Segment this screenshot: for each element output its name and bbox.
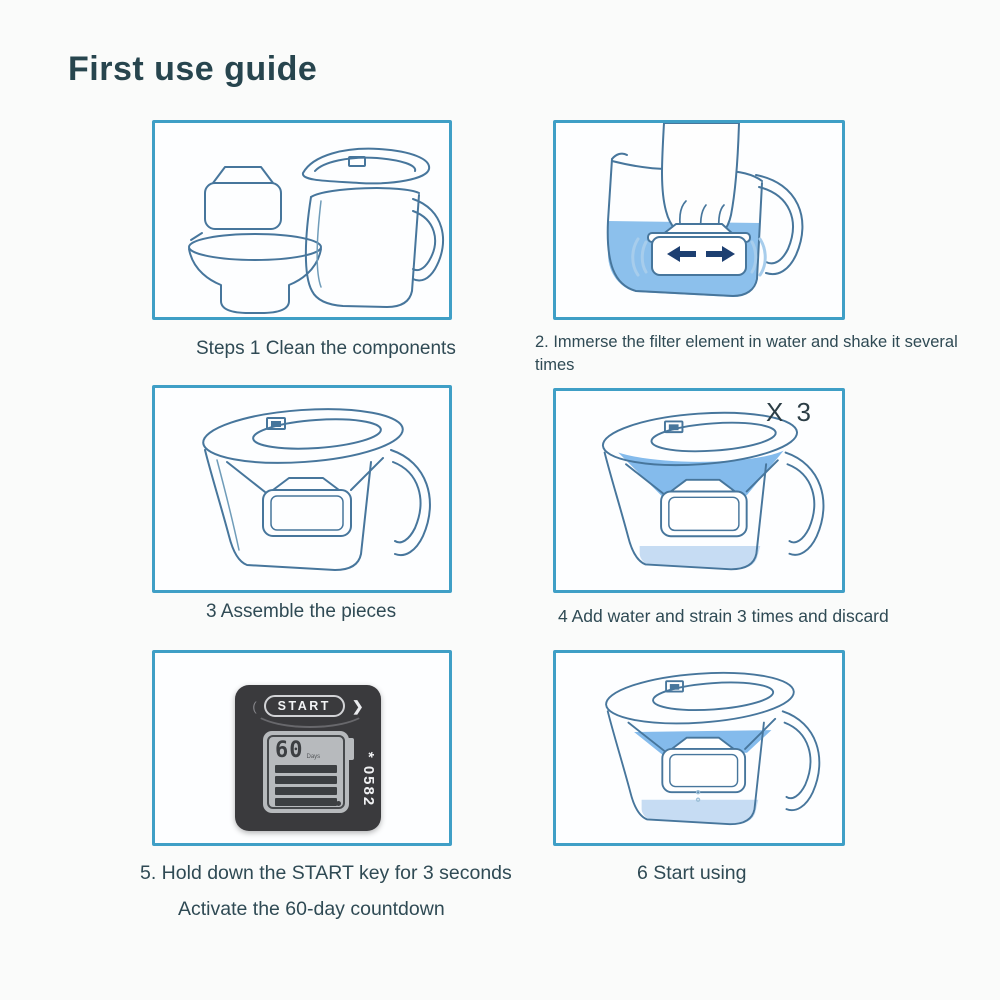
caption-step-6: 6 Start using xyxy=(637,862,747,884)
caption-step-5-line2: Activate the 60-day countdown xyxy=(178,898,445,920)
lcd-dot xyxy=(336,801,341,806)
lcd-bar xyxy=(275,776,337,784)
assembled-pitcher-illustration xyxy=(155,388,449,590)
serial-number: * 0582 xyxy=(360,751,378,807)
panel-step-1 xyxy=(152,120,452,320)
repeat-3-times-badge: X 3 xyxy=(765,397,814,427)
panel-step-6 xyxy=(553,650,845,846)
caption-step-2: 2. Immerse the filter element in water and shake it several times xyxy=(535,333,958,375)
lcd-bar xyxy=(275,798,337,806)
start-using-illustration xyxy=(556,653,842,843)
days-remaining-value: 60 xyxy=(275,738,304,763)
days-unit-label: Days xyxy=(306,754,321,760)
caption-step-4: 4 Add water and strain 3 times and discard xyxy=(558,606,889,626)
immerse-filter-illustration xyxy=(556,123,842,317)
page-title: First use guide xyxy=(68,50,318,88)
panel-step-5 xyxy=(152,650,452,846)
lcd-display xyxy=(263,731,349,813)
chevron-right-icon: ❯ xyxy=(351,697,364,714)
caption-step-1: Steps 1 Clean the components xyxy=(196,338,456,359)
caption-step-3: 3 Assemble the pieces xyxy=(206,601,397,622)
panel-step-3 xyxy=(152,385,452,593)
caption-step-5-line1: 5. Hold down the START key for 3 seconds xyxy=(140,862,512,884)
components-illustration xyxy=(155,123,449,317)
lcd-bar xyxy=(275,787,337,795)
battery-bars xyxy=(275,765,337,806)
panel-step-4 xyxy=(553,388,845,593)
start-button: START xyxy=(264,695,345,717)
countdown-timer-device xyxy=(235,685,381,831)
lcd-bar xyxy=(275,765,337,773)
left-paren-mark: ( xyxy=(252,698,257,714)
panel-step-2 xyxy=(553,120,845,320)
